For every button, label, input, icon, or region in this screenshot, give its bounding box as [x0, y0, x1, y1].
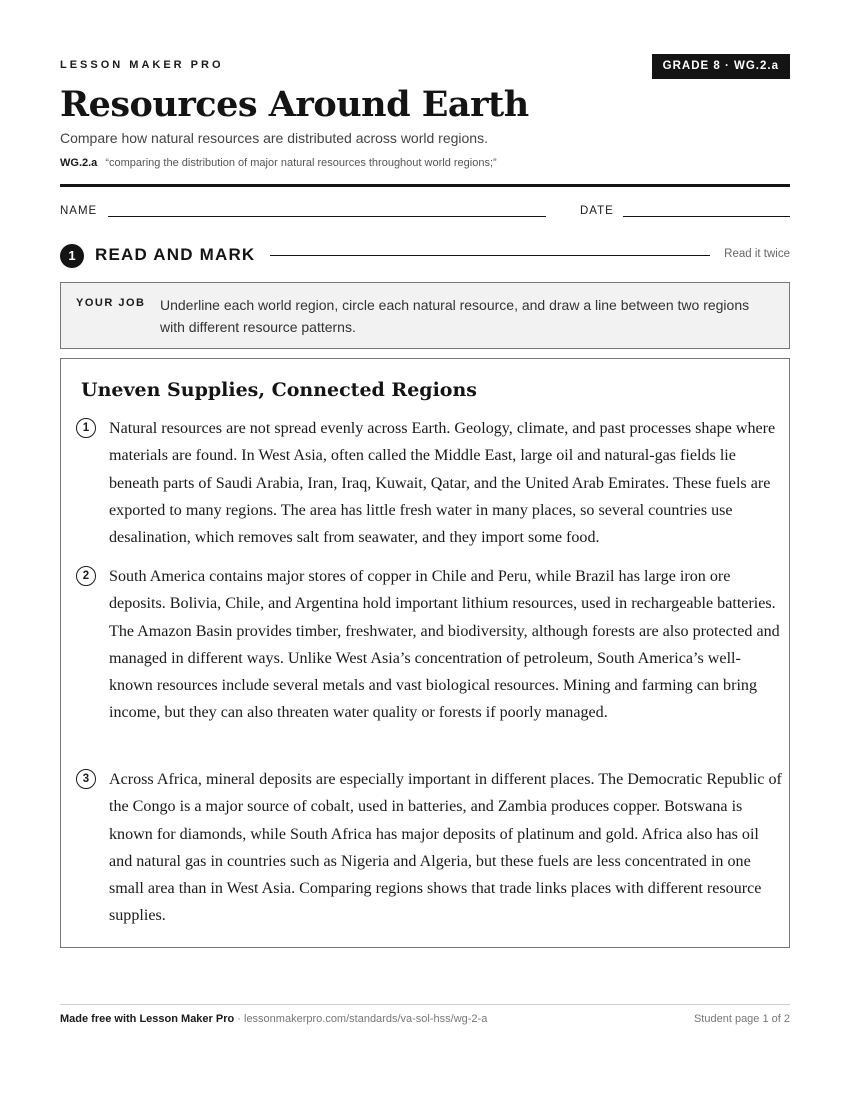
footer-credit	[60, 1013, 487, 1025]
name-field[interactable]	[108, 216, 546, 217]
brand-name: LESSON MAKER PRO	[60, 59, 224, 71]
paragraph-text: South America contains major stores of copper in Chile and Peru, while Brazil has large iron ore deposits. Bolivia, Chile, and Argentina hold important lithium resources, used in rechargeable batteries. The Amazon Basin provides timber, freshwater, and biodiversity, although forests are also protected and managed in different ways. Unlike West Asia’s concentration of petroleum, South America’s well-known resources include several metals and vast biological resources. Mining and farming can bring income, but they can also threaten water quality or forests if poorly managed.	[109, 568, 780, 722]
instructions-box	[60, 282, 790, 349]
section-note: Read it twice	[724, 248, 790, 260]
page-title: Resources Around Earth	[60, 84, 529, 125]
instructions-text: Underline each world region, circle each natural resource, and draw a line between two regions with different resource patterns.	[160, 297, 750, 335]
section-divider	[270, 255, 710, 256]
section-title: READ AND MARK	[95, 245, 256, 264]
grade-badge: GRADE 8 · WG.2.a	[652, 54, 790, 79]
standard-code: WG.2.a	[60, 157, 98, 169]
footer-divider	[60, 1004, 790, 1005]
reading-passage	[60, 358, 790, 948]
footer-page-number: Student page 1 of 2	[693, 1013, 790, 1025]
section-number-badge: 1	[60, 244, 84, 268]
date-label: DATE	[580, 205, 614, 217]
paragraph-text: Across Africa, mineral deposits are especially important in different places. The Democratic Republic of the Congo is a major source of cobalt, used in batteries, and Zambia produces copper. Botswana is known for diamonds, while South Africa has major deposits of platinum and gold. Africa also has oil and natural gas in countries such as Nigeria and Algeria, but these fuels are less concentrated in one small area than in West Asia. Comparing regions shows that trade links places with different resource supplies.	[109, 771, 782, 925]
footer-made-with: Made free with Lesson Maker Pro	[60, 1013, 235, 1025]
instructions-label: YOUR JOB	[76, 297, 146, 309]
paragraph-number: 1	[76, 418, 96, 438]
footer-separator: ·	[234, 1013, 244, 1025]
standard-text: “comparing the distribution of major natural resources throughout world regions;”	[105, 157, 497, 169]
name-label: NAME	[60, 205, 98, 217]
standard-line	[60, 157, 497, 169]
header-divider	[60, 184, 790, 187]
reading-title: Uneven Supplies, Connected Regions	[81, 379, 477, 401]
paragraph-text: Natural resources are not spread evenly across Earth. Geology, climate, and past processes shape where materials are found. In West Asia, often called the Middle East, large oil and natural-gas fields lie beneath parts of Saudi Arabia, Iran, Iraq, Kuwait, Qatar, and the United Arab Emirates. These fuels are exported to many regions. The area has little fresh water in many places, so several countries use desalination, which removes salt from seawater, and they import some food.	[109, 420, 776, 547]
date-field[interactable]	[623, 216, 790, 217]
footer-url[interactable]: lessonmakerpro.com/standards/va-sol-hss/wg-2-a	[244, 1013, 488, 1025]
paragraph-number: 2	[76, 566, 96, 586]
paragraph-number: 3	[76, 769, 96, 789]
page-subtitle: Compare how natural resources are distributed across world regions.	[60, 130, 488, 146]
